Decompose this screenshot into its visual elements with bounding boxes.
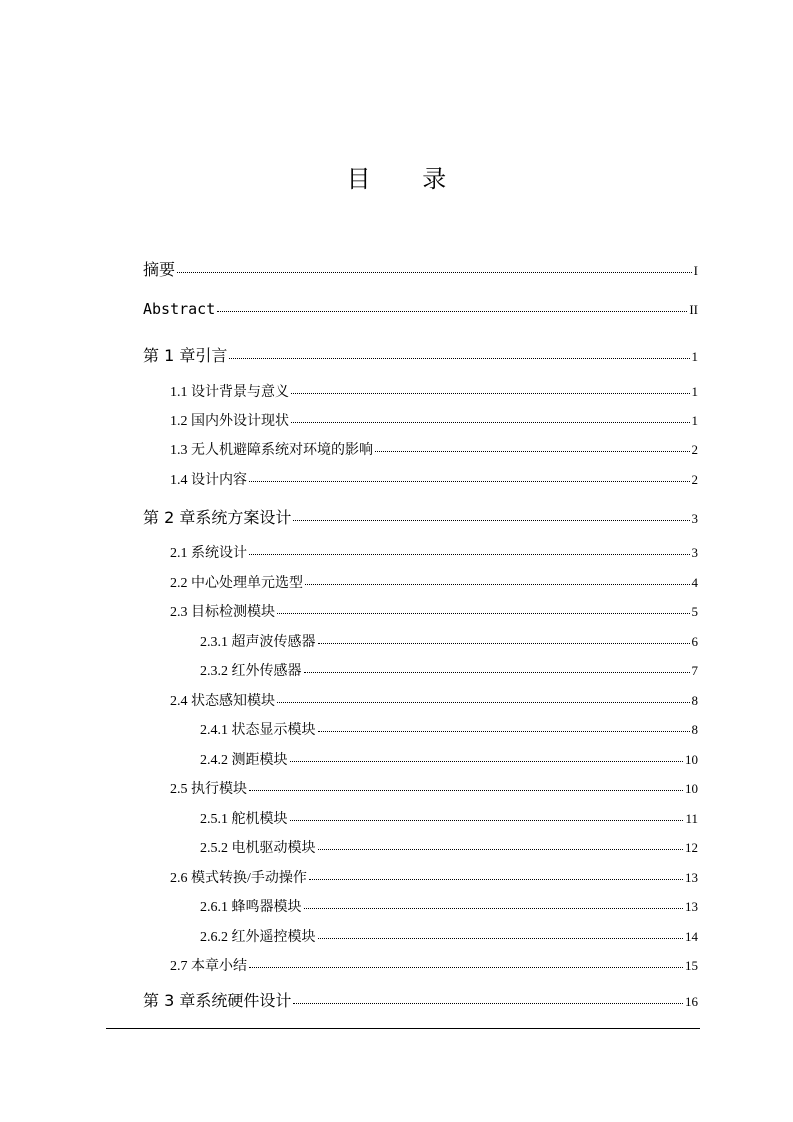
toc-entry-label: 2.1 系统设计 [170,546,247,561]
toc-entry[interactable] [170,601,698,621]
toc-page-number: 4 [691,575,698,590]
toc-entry[interactable] [170,542,698,562]
toc-entry[interactable] [143,505,698,528]
toc-page-number: 8 [691,722,698,737]
toc-entry[interactable] [200,631,698,651]
toc-entry-label: 1.1 设计背景与意义 [170,385,289,400]
toc-entry-label: 2.5.1 舵机模块 [200,812,288,827]
toc-page-number: 5 [691,604,698,619]
toc-page-number: 6 [691,634,698,649]
toc-page-number: II [689,302,698,317]
toc-entry-label: 2.5.2 电机驱动模块 [200,841,316,856]
toc-entry[interactable] [200,896,698,916]
toc-entry-label: 1.4 设计内容 [170,473,247,488]
toc-entry-label: 2.6.2 红外遥控模块 [200,930,316,945]
toc-entry-label: 2.7 本章小结 [170,959,247,974]
toc-entry-label: 1.3 无人机避障系统对环境的影响 [170,443,373,458]
toc-entry-label: 2.3.2 红外传感器 [200,664,302,679]
toc-page-number: 13 [685,899,698,914]
toc-entry-label: 2.3 目标检测模块 [170,605,275,620]
dot-leader [318,731,690,732]
dot-leader [291,393,690,394]
toc-entry-label: 2.4 状态感知模块 [170,694,275,709]
toc-page-number: 16 [685,994,698,1009]
dot-leader [277,613,690,614]
dot-leader [305,584,690,585]
dot-leader [290,820,684,821]
toc-entry-label: 摘要 [143,260,176,279]
toc-entry[interactable] [170,381,698,401]
toc-entry-label: 2.5 执行模块 [170,782,247,797]
dot-leader [290,761,684,762]
toc-entry[interactable] [143,988,698,1011]
toc-page-number: 10 [685,781,698,796]
toc-entry-label: 2.6 模式转换/手动操作 [170,871,307,886]
dot-leader [318,643,690,644]
page-title: 目 录 [346,165,469,193]
toc-entry-label: Abstract [143,300,216,318]
toc-page-number: 1 [691,349,698,364]
toc-page-number: 13 [685,870,698,885]
toc-entry-label: 2.3.1 超声波传感器 [200,635,316,650]
dot-leader [293,520,689,521]
toc-page-number: 1 [691,413,698,428]
toc-entry[interactable] [143,257,698,280]
toc-page-number: 1 [691,384,698,399]
toc-entry[interactable] [200,926,698,946]
dot-leader [249,790,683,791]
dot-leader [277,702,690,703]
toc-entry[interactable] [200,837,698,857]
toc-page-number: 3 [691,545,698,560]
dot-leader [293,1003,683,1004]
dot-leader [304,672,690,673]
dot-leader [309,879,683,880]
dot-leader [318,849,684,850]
toc-entry[interactable] [200,719,698,739]
toc-entry[interactable] [200,808,698,828]
toc-entry[interactable] [170,955,698,975]
dot-leader [249,967,683,968]
toc-entry[interactable] [170,867,698,887]
toc-page-number: 10 [685,752,698,767]
toc-entry-label: 2.2 中心处理单元选型 [170,576,303,591]
toc-page-number: 8 [691,693,698,708]
toc-entry[interactable] [170,778,698,798]
dot-leader [375,451,690,452]
toc-page-number: 2 [691,442,698,457]
toc-entry[interactable] [170,572,698,592]
toc-entry[interactable] [143,300,698,318]
toc-entry-label: 第 2 章系统方案设计 [143,508,292,527]
toc-entry-label: 1.2 国内外设计现状 [170,414,289,429]
dot-leader [304,908,684,909]
toc-entry[interactable] [143,343,698,366]
toc-entry[interactable] [170,439,698,459]
toc-page-number: 3 [691,511,698,526]
dot-leader [249,554,690,555]
toc-page-number: 12 [685,840,698,855]
toc-page-number: 15 [685,958,698,973]
dot-leader [217,311,687,312]
toc-page-number: I [693,263,698,278]
dot-leader [177,272,692,273]
toc-entry[interactable] [170,410,698,430]
dot-leader [318,938,684,939]
toc-entry[interactable] [200,749,698,769]
toc-page-number: 2 [691,472,698,487]
dot-leader [229,358,689,359]
toc-entry-label: 第 1 章引言 [143,346,228,365]
footer-rule [106,1028,700,1029]
toc-entry-label: 第 3 章系统硬件设计 [143,991,292,1010]
toc-entry[interactable] [200,660,698,680]
toc-entry-label: 2.6.1 蜂鸣器模块 [200,900,302,915]
dot-leader [291,422,690,423]
toc-page-number: 7 [691,663,698,678]
toc-entry[interactable] [170,690,698,710]
toc-page-number: 14 [685,929,698,944]
toc-entry[interactable] [170,469,698,489]
toc-entry-label: 2.4.2 测距模块 [200,753,288,768]
dot-leader [249,481,690,482]
toc-entry-label: 2.4.1 状态显示模块 [200,723,316,738]
toc-page-number: 11 [685,811,698,826]
